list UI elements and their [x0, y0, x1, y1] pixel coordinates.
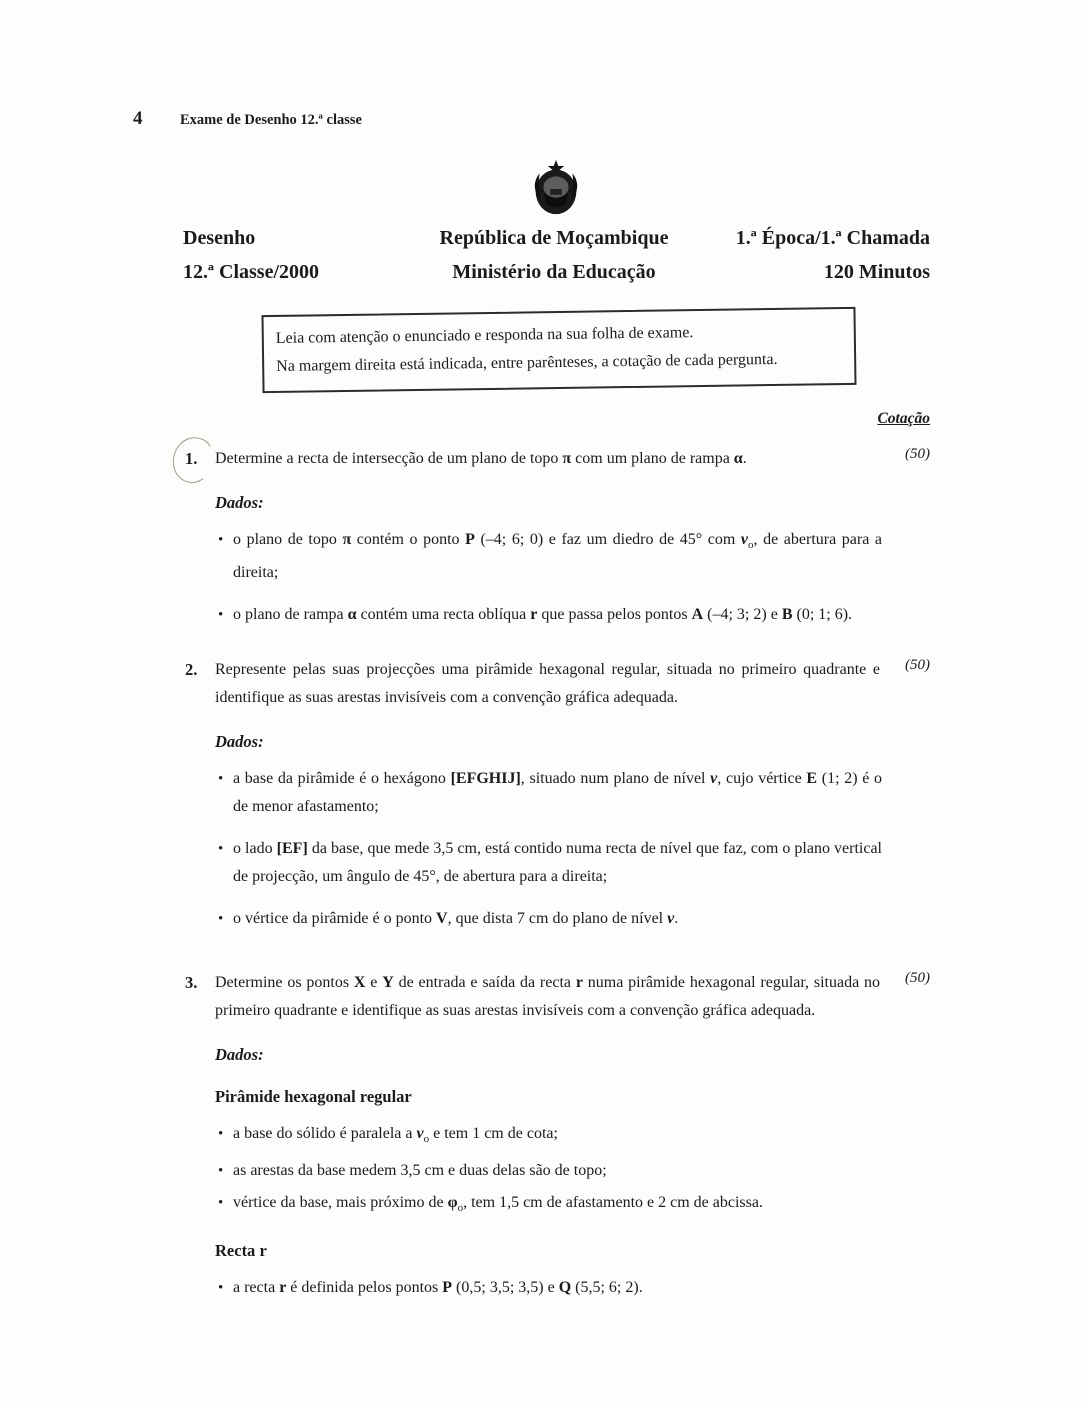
dados-label: Dados: — [215, 493, 264, 512]
list-item — [218, 1189, 930, 1222]
section-title-piramide: Pirâmide hexagonal regular — [215, 1087, 412, 1107]
list-item — [218, 905, 930, 933]
list-item — [218, 1274, 930, 1302]
masthead — [183, 221, 930, 289]
question-score: (50) — [905, 446, 930, 462]
bullet-text: o vértice da pirâmide é o ponto V, que dista 7 cm do plano de nível v. — [233, 910, 679, 928]
bullet-icon: • — [218, 1279, 224, 1296]
bullet-text: vértice da base, mais próximo de $\varphi_o$, tem 1,5 cm de afastamento e 2 cm de abcissa. — [233, 1194, 763, 1215]
dados-label: Dados: — [215, 1045, 264, 1065]
list-item — [218, 601, 930, 629]
bullet-icon: • — [218, 1163, 224, 1180]
question-3 — [185, 969, 930, 1025]
section-title-recta-r: Recta r — [215, 1240, 267, 1260]
question-number: 1. — [185, 449, 198, 468]
bullet-text: o lado [EF] da base, que mede 3,5 cm, está contido numa recta de nível que faz, com o plano vertical de projecção, um ângulo de 45°, de abertura para a direita; — [233, 840, 883, 886]
country-title: República de Moçambique — [439, 227, 669, 249]
duration: 120 Minutos — [823, 261, 930, 283]
epoch-title: 1.ª Época/1.ª Chamada — [735, 227, 930, 249]
bullet-icon: • — [218, 607, 224, 624]
cotacao-label: Cotação — [877, 410, 930, 427]
question-2 — [185, 656, 930, 712]
class-year: 12.ª Classe/2000 — [183, 261, 319, 283]
notice-line: Leia com atenção o enunciado e responda na sua folha de exame. — [275, 324, 694, 347]
bullet-icon: • — [218, 911, 224, 928]
list-item — [218, 1157, 930, 1185]
question-text: Determine a recta de intersecção de um plano de topo π com um plano de rampa α. — [215, 450, 747, 467]
question-text: Represente pelas suas projecções uma pirâmide hexagonal regular, situada no primeiro quadrante e identifique as suas arestas invisíveis com a convenção gráfica adequada. — [215, 661, 880, 707]
bullet-icon: • — [218, 771, 224, 788]
bullet-text: a recta r é definida pelos pontos P (0,5; 3,5; 3,5) e Q (5,5; 6; 2). — [233, 1278, 643, 1296]
bullet-text: o plano de topo π contém o ponto P (–4; 6; 0) e faz um diedro de 45° com $v_o$, de abertura para a direita; — [233, 531, 883, 582]
question-score: (50) — [905, 657, 930, 674]
question-text: Determine os pontos X e Y de entrada e saída da recta r numa pirâmide hexagonal regular, situada no primeiro quadrante e identifique as suas arestas invisíveis com a convenção gráfica adequada. — [215, 974, 881, 1020]
bullet-text: as arestas da base medem 3,5 cm e duas delas são de topo; — [233, 1162, 607, 1180]
bullet-text: a base da pirâmide é o hexágono [EFGHIJ], situado num plano de nível v, cujo vértice E (1; 2) é o de menor afastamento; — [233, 770, 882, 816]
question-number: 2. — [185, 660, 198, 680]
subject-title: Desenho — [183, 227, 256, 249]
list-item — [218, 835, 930, 891]
bullet-icon: • — [218, 1126, 224, 1143]
bullet-icon: • — [218, 841, 224, 858]
list-item — [218, 765, 930, 821]
dados-label: Dados: — [215, 732, 264, 752]
mozambique-emblem-icon — [527, 160, 585, 218]
bullet-text: o plano de rampa α contém uma recta oblíqua r que passa pelos pontos A (–4; 3; 2) e B (0; 1; 6). — [233, 606, 853, 624]
list-item — [218, 1120, 930, 1153]
question-number: 3. — [185, 973, 198, 993]
question-score: (50) — [905, 970, 930, 987]
page-number: 4 — [133, 108, 143, 129]
question-1 — [185, 445, 930, 473]
bullet-icon: • — [218, 532, 224, 548]
notice-box — [261, 307, 856, 393]
ministry-title: Ministério da Educação — [452, 261, 656, 283]
running-title: Exame de Desenho 12.ª classe — [180, 112, 362, 128]
bullet-text: a base do sólido é paralela a $v_o$ e tem 1 cm de cota; — [233, 1125, 558, 1146]
list-item — [218, 526, 930, 587]
bullet-icon: • — [218, 1195, 224, 1212]
notice-line: Na margem direita está indicada, entre parênteses, a cotação de cada pergunta. — [276, 350, 778, 375]
questions — [185, 443, 930, 1302]
